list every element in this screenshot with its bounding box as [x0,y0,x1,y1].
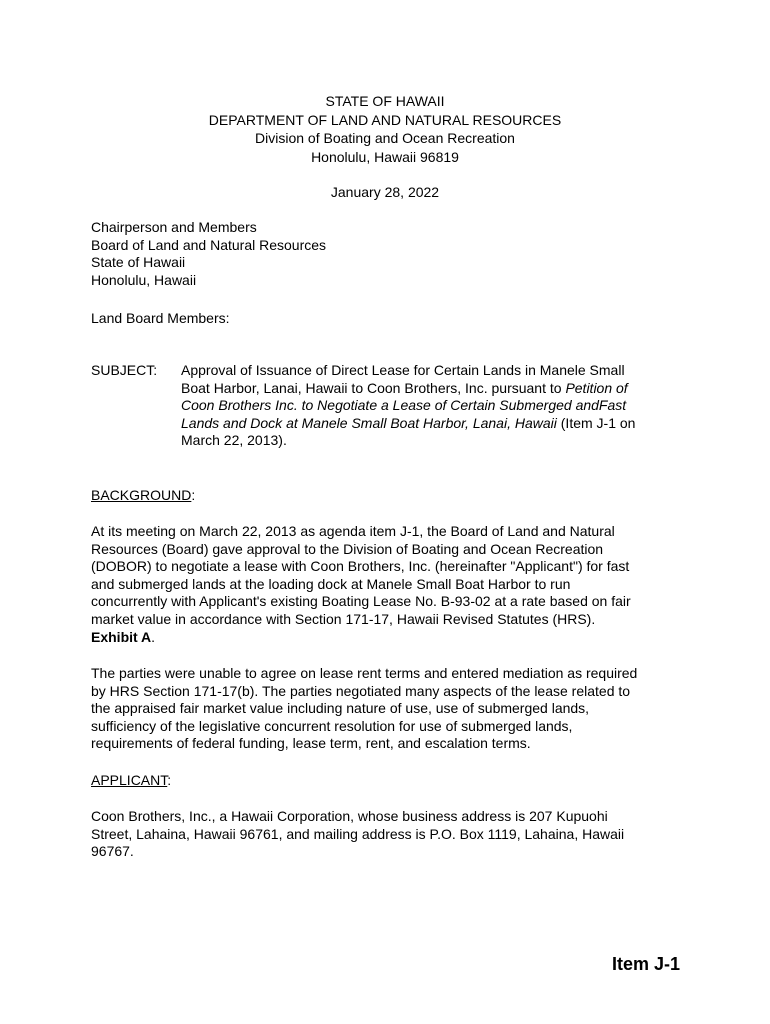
paragraph-line: Resources (Board) gave approval to the Division of Boating and Ocean Recreation [91,540,604,557]
paragraph-line: the appraised fair market value including nature of use, use of submerged lands, [91,700,590,717]
applicant-heading-row [91,772,171,790]
subject-line [181,415,681,433]
background-heading-row [91,487,195,505]
subject-text-italic: Lands and Dock at Manele Small Boat Harbor, Lanai, Hawaii [181,414,557,431]
paragraph-line: and submerged lands at the loading dock at Manele Small Boat Harbor to run [91,575,571,592]
paragraph-line: concurrently with Applicant's existing Boating Lease No. B-93-02 at a rate based on fair [91,593,631,610]
heading-colon: : [167,772,172,788]
item-number: Item J-1 [612,954,681,974]
subject-line [181,397,681,415]
letterhead-division: Division of Boating and Ocean Recreation [255,130,515,146]
exhibit-line [91,629,691,647]
letterhead-address: Honolulu, Hawaii 96819 [311,148,459,165]
paragraph-line: At its meeting on March 22, 2013 as agenda item J-1, the Board of Land and Natural [91,523,615,539]
paragraph-line: sufficiency of the legislative concurrent resolution for use of submerged lands, [91,717,573,734]
background-paragraph-2 [91,665,691,753]
letterhead-department: DEPARTMENT OF LAND AND NATURAL RESOURCES [208,111,562,128]
paragraph-line: Coon Brothers, Inc., a Hawaii Corporation, whose business address is 207 Kupuohi [91,808,608,824]
applicant-paragraph [91,808,691,861]
paragraph-line: market value in accordance with Section 171-17, Hawaii Revised Statutes (HRS). [91,610,596,627]
letter-date: January 28, 2022 [330,184,440,200]
subject-text-plain: (Item J-1 on [556,414,636,431]
addressee-line: State of Hawaii [91,254,186,270]
subject-line [181,380,681,398]
addressee-line: Honolulu, Hawaii [91,271,197,288]
subject-text [181,362,681,450]
paragraph-line: by HRS Section 171-17(b). The parties negotiated many aspects of the lease related to [91,682,631,699]
letterhead-state: STATE OF HAWAII [325,93,445,109]
heading-colon: : [191,487,196,503]
exhibit-period: . [151,628,156,645]
addressee-block [91,219,326,289]
applicant-heading: APPLICANT [91,772,168,788]
paragraph-line: (DOBOR) to negotiate a lease with Coon Brothers, Inc. (hereinafter "Applicant") for fast [91,558,630,575]
subject-text-italic: Petition of [565,379,628,396]
paragraph-line: The parties were unable to agree on lease rent terms and entered mediation as required [91,665,638,681]
subject-line: Approval of Issuance of Direct Lease for Certain Lands in Manele Small [181,362,625,378]
addressee-line: Board of Land and Natural Resources [91,236,327,253]
background-heading: BACKGROUND [91,487,192,503]
paragraph-line: Street, Lahaina, Hawaii 96761, and mailing address is P.O. Box 1119, Lahaina, Hawaii [91,825,625,842]
exhibit-reference: Exhibit A [91,628,152,645]
addressee-line: Chairperson and Members [91,219,257,235]
subject-text-italic: Coon Brothers Inc. to Negotiate a Lease of Certain Submerged andFast [181,397,627,413]
paragraph-line: requirements of federal funding, lease term, rent, and escalation terms. [91,735,531,752]
subject-line: March 22, 2013). [181,432,287,448]
letterhead [0,92,770,166]
salutation: Land Board Members: [91,310,230,326]
subject-label: SUBJECT: [91,362,158,378]
background-paragraph-1 [91,523,691,646]
paragraph-line: 96767. [91,843,134,860]
subject-text-plain: Boat Harbor, Lanai, Hawaii to Coon Brothers, Inc. pursuant to [181,379,566,396]
